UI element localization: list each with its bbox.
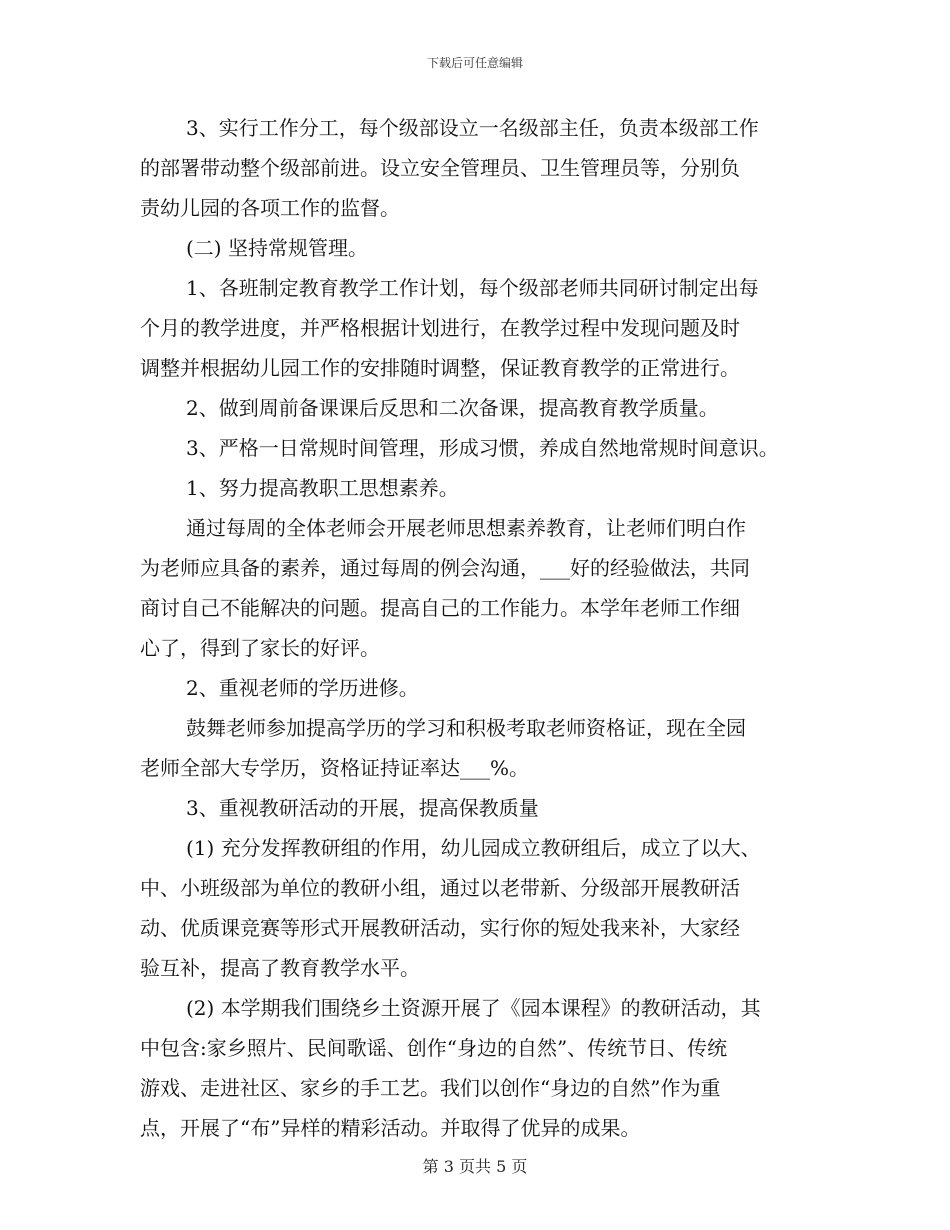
paragraph-line: 3、严格一日常规时间管理，形成习惯，养成自然地常规时间意识。: [186, 436, 779, 460]
paragraph-line: 老师全部大专学历，资格证持证率达___%。: [140, 756, 530, 780]
paragraph-line: (2) 本学期我们围绕乡土资源开展了《园本课程》的教研活动，其: [186, 996, 761, 1020]
paragraph-line: 的部署带动整个级部前进。设立安全管理员、卫生管理员等，分别负: [140, 156, 740, 180]
paragraph-line: 验互补，提高了教育教学水平。: [140, 956, 420, 980]
paragraph-line: 游戏、走进社区、家乡的手工艺。我们以创作“身边的自然”作为重: [140, 1076, 721, 1100]
page-footer-number: 第 3 页共 5 页: [422, 1157, 528, 1176]
paragraph-line: 2、做到周前备课课后反思和二次备课，提高教育教学质量。: [186, 396, 719, 420]
paragraph-line: 1、努力提高教职工思想素养。: [186, 476, 459, 500]
document-body: [140, 108, 840, 1148]
paragraph-line: 2、重视老师的学历进修。: [186, 676, 419, 700]
paragraph-line: 3、重视教研活动的开展，提高保教质量: [186, 796, 539, 820]
paragraph-line: 鼓舞老师参加提高学历的学习和积极考取老师资格证，现在全园: [186, 716, 746, 740]
paragraph-line: 3、实行工作分工，每个级部设立一名级部主任，负责本级部工作: [186, 116, 759, 140]
page-header-note: 下载后可任意编辑: [426, 56, 523, 70]
paragraph-line: 点，开展了“布”异样的精彩活动。并取得了优异的成果。: [140, 1116, 641, 1140]
paragraph-line: 商讨自己不能解决的问题。提高自己的工作能力。本学年老师工作细: [140, 596, 740, 620]
paragraph-line: 调整并根据幼儿园工作的安排随时调整，保证教育教学的正常进行。: [140, 356, 740, 380]
paragraph-line: 心了，得到了家长的好评。: [140, 636, 380, 660]
paragraph-line: 中、小班级部为单位的教研小组，通过以老带新、分级部开展教研活: [140, 876, 740, 900]
paragraph-line: 责幼儿园的各项工作的监督。: [140, 196, 400, 220]
paragraph-line: (1) 充分发挥教研组的作用，幼儿园成立教研组后，成立了以大、: [186, 836, 761, 860]
paragraph-line: 中包含:家乡照片、民间歌谣、创作“身边的自然”、传统节日、传统: [140, 1036, 728, 1060]
paragraph-line: 1、各班制定教育教学工作计划，每个级部老师共同研讨制定出每: [186, 276, 759, 300]
paragraph-line: 个月的教学进度，并严格根据计划进行，在教学过程中发现问题及时: [140, 316, 740, 340]
paragraph-line: 通过每周的全体老师会开展老师思想素养教育，让老师们明白作: [186, 516, 746, 540]
section-heading: (二) 坚持常规管理。: [186, 236, 368, 260]
paragraph-line: 动、优质课竞赛等形式开展教研活动，实行你的短处我来补，大家经: [140, 916, 740, 940]
paragraph-line: 为老师应具备的素养，通过每周的例会沟通，___好的经验做法，共同: [140, 556, 750, 580]
